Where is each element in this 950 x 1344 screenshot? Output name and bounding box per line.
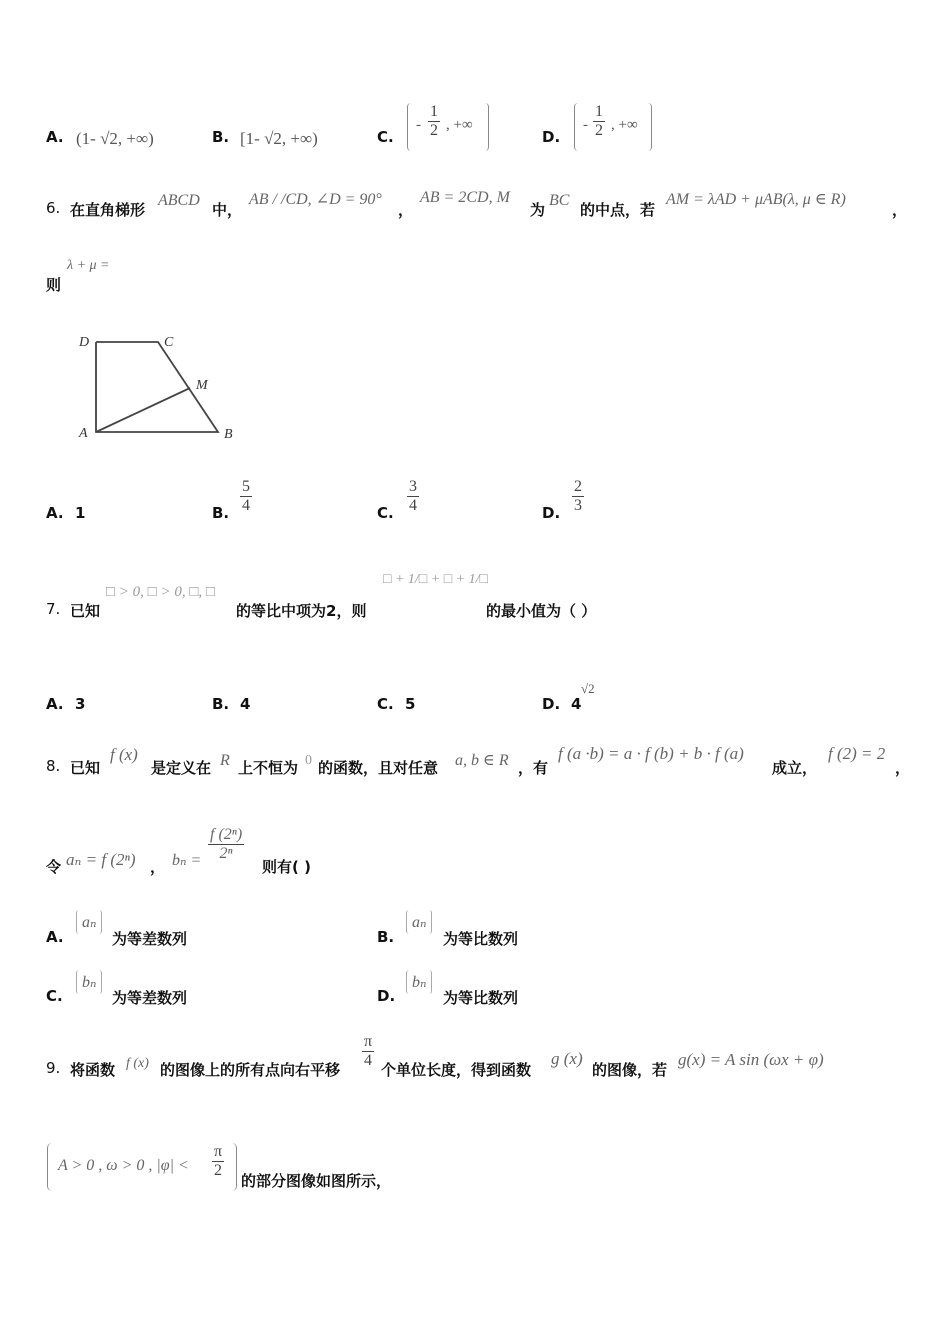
q7-option-c-label: C.: [377, 695, 394, 713]
q7-option-b-label: B.: [212, 695, 230, 713]
q6-option-a-label: A.: [46, 504, 64, 522]
q8-text-5: ，有: [518, 759, 549, 777]
q8-bn: bₙ =: [172, 852, 202, 869]
q5-option-c-bracket: - $\frac{1}{2}$ , +∞: [407, 103, 489, 151]
q6-condition-1: AB / /CD, ∠D = 90°: [249, 191, 382, 208]
q8-option-a-label: A.: [46, 928, 64, 946]
q8-fx: f (x): [110, 745, 138, 764]
q8-ab: a, b ∈ R: [455, 752, 509, 769]
q7-option-c-value: 5: [405, 695, 416, 713]
vertex-c-label: C: [164, 335, 174, 350]
q6-text-5: ，: [892, 201, 908, 219]
q6-option-a-value: 1: [75, 504, 86, 522]
q8-zero: 0: [305, 753, 312, 768]
vertex-b-label: B: [224, 427, 233, 442]
q8-an: aₙ = f (2ⁿ): [66, 850, 136, 869]
q9-text-5: 的部分图像如图所示，: [241, 1172, 392, 1190]
vertex-d-label: D: [79, 335, 90, 350]
q6-text-1: 在直角梯形: [70, 201, 146, 219]
q6-number: 6.: [46, 199, 61, 217]
q8-R: R: [220, 752, 230, 769]
q5-option-b-label: B.: [212, 128, 230, 146]
q7-text-3: 的最小值为（ ）: [486, 602, 597, 620]
q9-number: 9.: [46, 1059, 61, 1077]
q9-text-3: 个单位长度，得到函数: [381, 1061, 532, 1079]
q5-option-d-label: D.: [542, 128, 561, 146]
q8-option-d-label: D.: [377, 987, 396, 1005]
q9-condition-box: [47, 1143, 237, 1191]
q9-condition: A > 0 , ω > 0 , |φ| <: [58, 1157, 189, 1174]
q8-text-3: 上不恒为: [238, 759, 299, 777]
q8-f2: f (2) = 2: [828, 744, 886, 763]
q5-option-b-value: [1- √2, +∞): [240, 129, 318, 148]
segment-am: [96, 388, 190, 432]
q9-text-2: 的图像上的所有点向右平移: [160, 1061, 341, 1079]
q7-condition: □ > 0, □ > 0, □, □: [106, 584, 215, 600]
q6-abcd: ABCD: [158, 192, 200, 209]
q6-expression: λ + μ =: [67, 258, 110, 273]
q8-text-7: ，: [895, 759, 911, 777]
q5-option-a-value: (1- √2, +∞): [76, 129, 154, 148]
q7-option-a-value: 3: [75, 695, 86, 713]
q8-option-d-text: 为等比数列: [443, 989, 519, 1007]
q8-option-b-label: B.: [377, 928, 395, 946]
q8-text-9: 则有( ): [262, 858, 311, 876]
q7-option-d-label: D.: [542, 695, 561, 713]
q9-text-4: 的图像，若: [592, 1061, 668, 1079]
q9-shift-fraction: $\frac{\pi}{4}$: [364, 1033, 373, 1069]
q8-ling: 令: [46, 858, 62, 876]
q8-equation: f (a ·b) = a · f (b) + b · f (a): [558, 744, 744, 763]
q8-bn-fraction: $\frac{\text{f (2ⁿ)}}{\text{2ⁿ}}$: [210, 826, 243, 862]
q6-text-3: 为: [530, 201, 546, 219]
q8-text-4: 的函数，且对任意: [318, 759, 439, 777]
q5-option-c-label: C.: [377, 128, 394, 146]
q9-condition-fraction: $\frac{\pi}{2}$: [214, 1143, 223, 1179]
q9-gx: g (x): [551, 1049, 583, 1068]
q8-text-1: 已知: [70, 759, 101, 777]
q8-option-a-text: 为等差数列: [112, 930, 188, 948]
q9-g-equation: g(x) = A sin (ωx + φ): [678, 1050, 824, 1069]
q8-option-c-seq: bₙ: [76, 970, 102, 994]
q6-option-b-label: B.: [212, 504, 230, 522]
q8-text-6: 成立，: [772, 759, 818, 777]
vertex-a-label: A: [79, 426, 88, 441]
q6-option-b-fraction: $\frac{5}{4}$: [242, 478, 250, 514]
q7-option-b-value: 4: [240, 695, 251, 713]
q6-bc: BC: [549, 192, 570, 209]
q6-then: 则: [46, 276, 62, 294]
q6-option-d-fraction: $\frac{2}{3}$: [574, 478, 582, 514]
q8-text-8: ，: [150, 858, 166, 876]
q7-text-1: 已知: [70, 602, 101, 620]
q9-text-1: 将函数: [70, 1061, 116, 1079]
q9-fx: f (x): [126, 1056, 149, 1071]
q8-option-c-label: C.: [46, 987, 63, 1005]
q6-option-c-fraction: $\frac{3}{4}$: [409, 478, 417, 514]
q6-option-c-label: C.: [377, 504, 394, 522]
q6-option-d-label: D.: [542, 504, 561, 522]
q6-condition-3: AM = λAD + μAB(λ, μ ∈ R): [666, 191, 846, 208]
point-m-label: M: [196, 378, 208, 393]
q8-number: 8.: [46, 757, 61, 775]
q8-option-b-text: 为等比数列: [443, 930, 519, 948]
q7-option-d-value: 4: [571, 695, 582, 713]
q5-option-c-fraction: $\frac{1}{2}$: [430, 103, 438, 139]
q7-expression: □ + 1/□ + □ + 1/□: [383, 572, 488, 587]
q5-option-d-fraction: $\frac{1}{2}$: [595, 103, 603, 139]
q7-text-2: 的等比中项为2，则: [236, 602, 367, 620]
q7-option-d-sqrt: √2: [581, 681, 595, 696]
q8-option-c-text: 为等差数列: [112, 989, 188, 1007]
q8-option-d-seq: bₙ: [406, 970, 432, 994]
q8-option-a-seq: aₙ: [76, 910, 102, 934]
q6-text-4: 的中点，若: [580, 201, 656, 219]
q6-text-2: 中，: [212, 201, 243, 219]
q8-text-2: 是定义在: [151, 759, 212, 777]
q6-comma: ，: [398, 201, 414, 219]
q5-option-a-label: A.: [46, 128, 64, 146]
q5-option-d-bracket: - $\frac{1}{2}$ , +∞: [574, 103, 652, 151]
q6-trapezoid-figure: [70, 328, 250, 448]
q7-option-a-label: A.: [46, 695, 64, 713]
q7-number: 7.: [46, 600, 61, 618]
q8-option-b-seq: aₙ: [406, 910, 432, 934]
q6-condition-2: AB = 2CD, M: [420, 189, 510, 206]
